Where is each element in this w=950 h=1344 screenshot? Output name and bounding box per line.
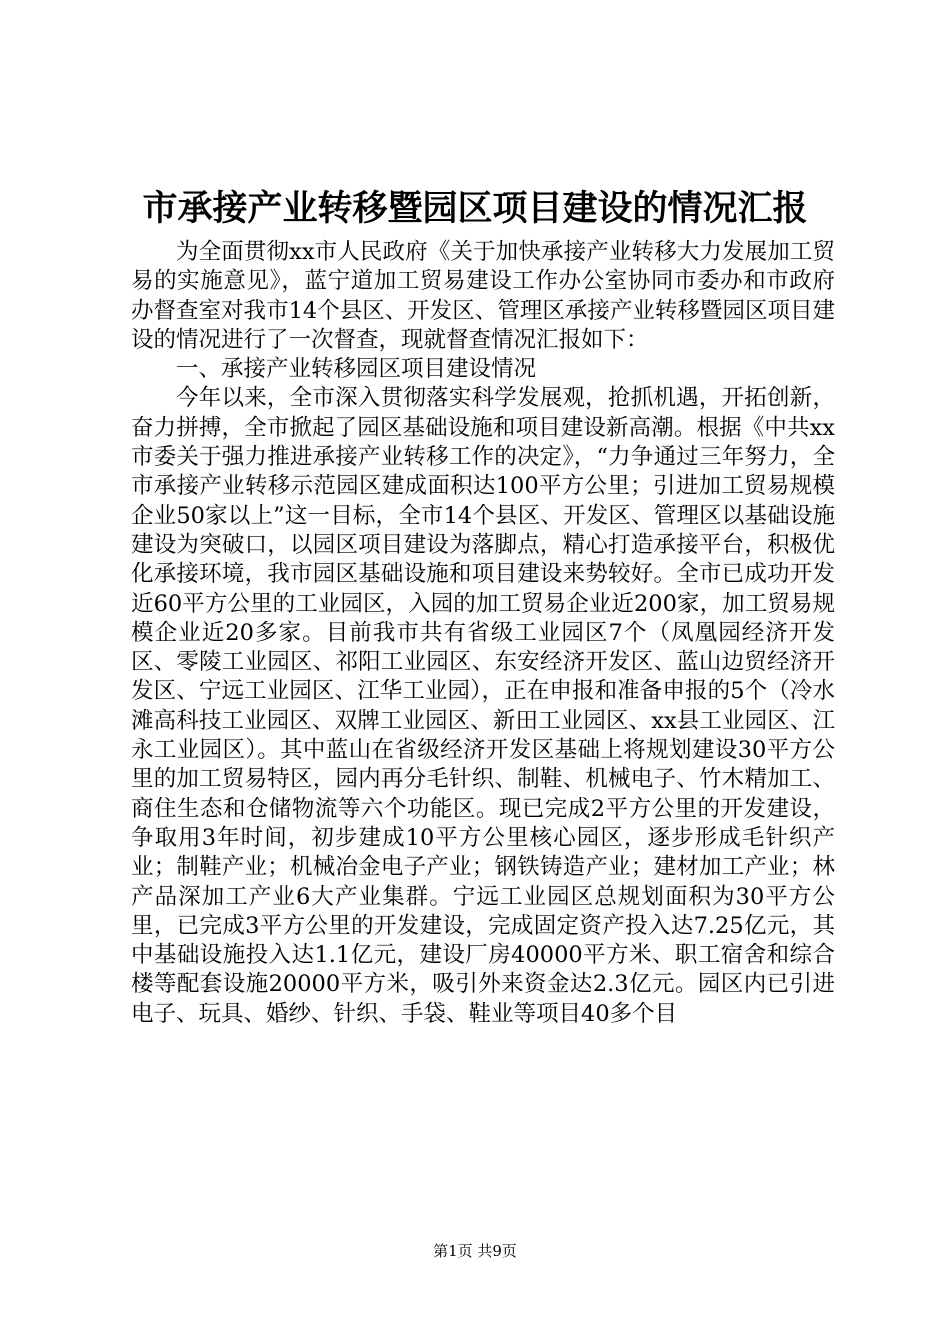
paragraph-main: 今年以来，全市深入贯彻落实科学发展观，抢抓机遇，开拓创新，奋力拼搏，全市掀起了园区基础设施和项目建设新高潮。根据《中共xx市委关于强力推进承接产业转移工作的决定》，“力争通过三年努力，全市承接产业转移示范园区建成面积达100平方公里；引进加工贸易规模企业50家以上”这一目标，全市14个县区、开发区、管理区以基础设施建设为突破口，以园区项目建设为落脚点，精心打造承接平台，积极优化承接环境，我市园区基础设施和项目建设来势较好。全市已成功开发近60平方公里的工业园区，入园的加工贸易企业近200家，加工贸易规模企业近20多家。目前我市共有省级工业园区7个（凤凰园经济开发区、零陵工业园区、祁阳工业园区、东安经济开发区、蓝山边贸经济开发区、宁远工业园区、江华工业园），正在申报和准备申报的5个（冷水滩高科技工业园区、双牌工业园区、新田工业园区、xx县工业园区、江永工业园区）。其中蓝山在省级经济开发区基础上将规划建设30平方公里的加工贸易特区，园内再分毛针织、制鞋、机械电子、竹木精加工、商住生态和仓储物流等六个功能区。现已完成2平方公里的开发建设，争取用3年时间，初步建成10平方公里核心园区，逐步形成毛针织产业；制鞋产业；机械冶金电子产业；钢铁铸造产业；建材加工产业；林产品深加工产业6大产业集群。宁远工业园区总规划面积为30平方公里，已完成3平方公里的开发建设，完成固定资产投入达7.25亿元，其中基础设施投入达1.1亿元，建设厂房40000平方米、职工宿舍和综合楼等配套设施20000平方米，吸引外来资金达2.3亿元。园区内已引进电子、玩具、婚纱、针织、手袋、鞋业等项目40多个目	[131, 385, 835, 1027]
page-footer: 第1页 共9页	[433, 1242, 517, 1260]
paragraph-intro: 为全面贯彻xx市人民政府《关于加快承接产业转移大力发展加工贸易的实施意见》，蓝宁道加工贸易建设工作办公室协同市委办和市政府办督查室对我市14个县区、开发区、管理区承接产业转移暨园区项目建设的情况进行了一次督查，现就督查情况汇报如下：	[131, 239, 835, 353]
section-heading: 一、承接产业转移园区项目建设情况	[176, 356, 537, 383]
document-body	[131, 238, 835, 1029]
document-title: 市承接产业转移暨园区项目建设的情况汇报	[142, 189, 808, 229]
